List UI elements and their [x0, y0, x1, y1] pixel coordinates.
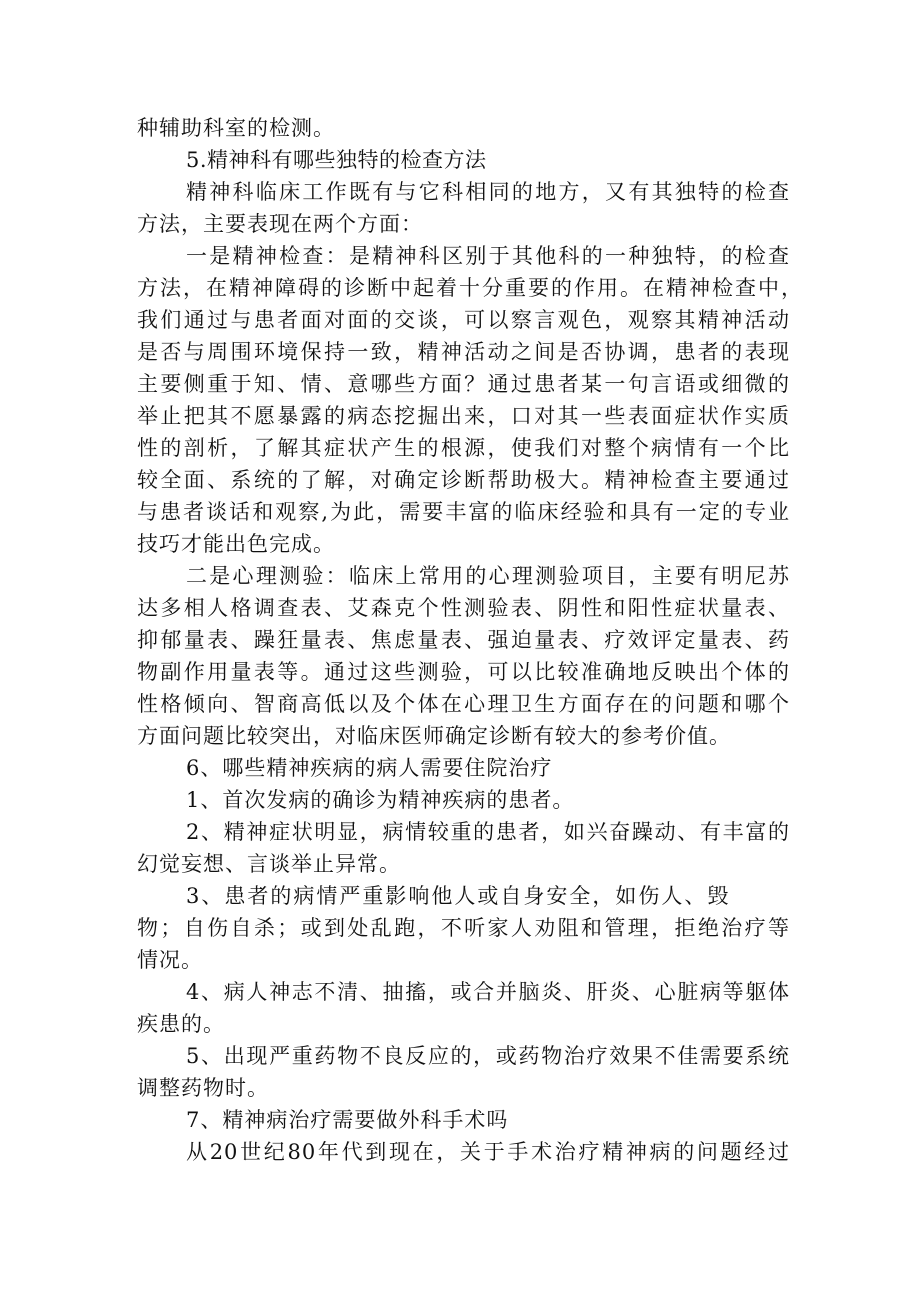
text-line: 精神科临床工作既有与它科相同的地方，又有其独特的检查 — [186, 180, 790, 204]
text-line: 方法，主要表现在两个方面： — [137, 212, 423, 236]
text-line: 是否与周围环境保持一致，精神活动之间是否协调，患者的表现 — [137, 340, 790, 364]
text-line: 方面问题比较突出，对临床医师确定诊断有较大的参考价值。 — [137, 724, 731, 748]
section-heading: 7、精神病治疗需要做外科手术吗 — [186, 1108, 509, 1132]
text-line: 较全面、系统的了解，对确定诊断帮助极大。精神检查主要通过 — [137, 468, 790, 492]
text-line: 举止把其不愿暴露的病态挖掘出来，口对其一些表面症状作实质 — [137, 404, 790, 428]
text-line: 物；自伤自杀；或到处乱跑，不听家人劝阻和管理，拒绝治疗等 — [137, 916, 790, 940]
text-line: 性的剖析，了解其症状产生的根源，使我们对整个病情有一个比 — [137, 436, 790, 460]
text-line: 种辅助科室的检测。 — [137, 116, 335, 140]
text-line: 我们通过与患者面对面的交谈，可以察言观色，观察其精神活动 — [137, 308, 790, 332]
text-line: 幻觉妄想、言谈举止异常。 — [137, 852, 401, 876]
section-heading: 6、哪些精神疾病的病人需要住院治疗 — [186, 756, 553, 780]
text-line: 调整药物时。 — [137, 1076, 269, 1100]
text-line: 一是精神检查：是精神科区别于其他科的一种独特，的检查 — [186, 244, 790, 268]
text-line: 疾患的。 — [137, 1012, 225, 1036]
text-line: 性格倾向、智商高低以及个体在心理卫生方面存在的问题和哪个 — [137, 692, 790, 716]
section-heading: 5.精神科有哪些独特的检查方法 — [186, 148, 487, 172]
text-line: 抑郁量表、躁狂量表、焦虑量表、强迫量表、疗效评定量表、药 — [137, 628, 790, 652]
list-item: 4、病人神志不清、抽搐，或合并脑炎、肝炎、心脏病等躯体 — [186, 980, 790, 1004]
list-item: 3、患者的病情严重影响他人或自身安全，如伤人、毁 — [186, 884, 731, 908]
text-line: 物副作用量表等。通过这些测验，可以比较准确地反映出个体的 — [137, 660, 790, 684]
text-line: 二是心理测验：临床上常用的心理测验项目，主要有明尼苏 — [186, 564, 790, 588]
list-item: 2、精神症状明显，病情较重的患者，如兴奋躁动、有丰富的 — [186, 820, 790, 844]
list-item: 5、出现严重药物不良反应的，或药物治疗效果不佳需要系统 — [186, 1044, 790, 1068]
text-line: 从20世纪80年代到现在，关于手术治疗精神病的问题经过 — [186, 1140, 790, 1164]
text-line: 技巧才能出色完成。 — [137, 532, 335, 556]
text-line: 方法，在精神障碍的诊断中起着十分重要的作用。在精神检查中， — [137, 276, 802, 300]
list-item: 1、首次发病的确诊为精神疾病的患者。 — [186, 788, 575, 812]
text-line: 主要侧重于知、情、意哪些方面？通过患者某一句言语或细微的 — [137, 372, 790, 396]
text-line: 与患者谈话和观察,为此，需要丰富的临床经验和具有一定的专业 — [137, 500, 790, 524]
text-line: 达多相人格调查表、艾森克个性测验表、阴性和阳性症状量表、 — [137, 596, 790, 620]
text-line: 情况。 — [137, 948, 203, 972]
